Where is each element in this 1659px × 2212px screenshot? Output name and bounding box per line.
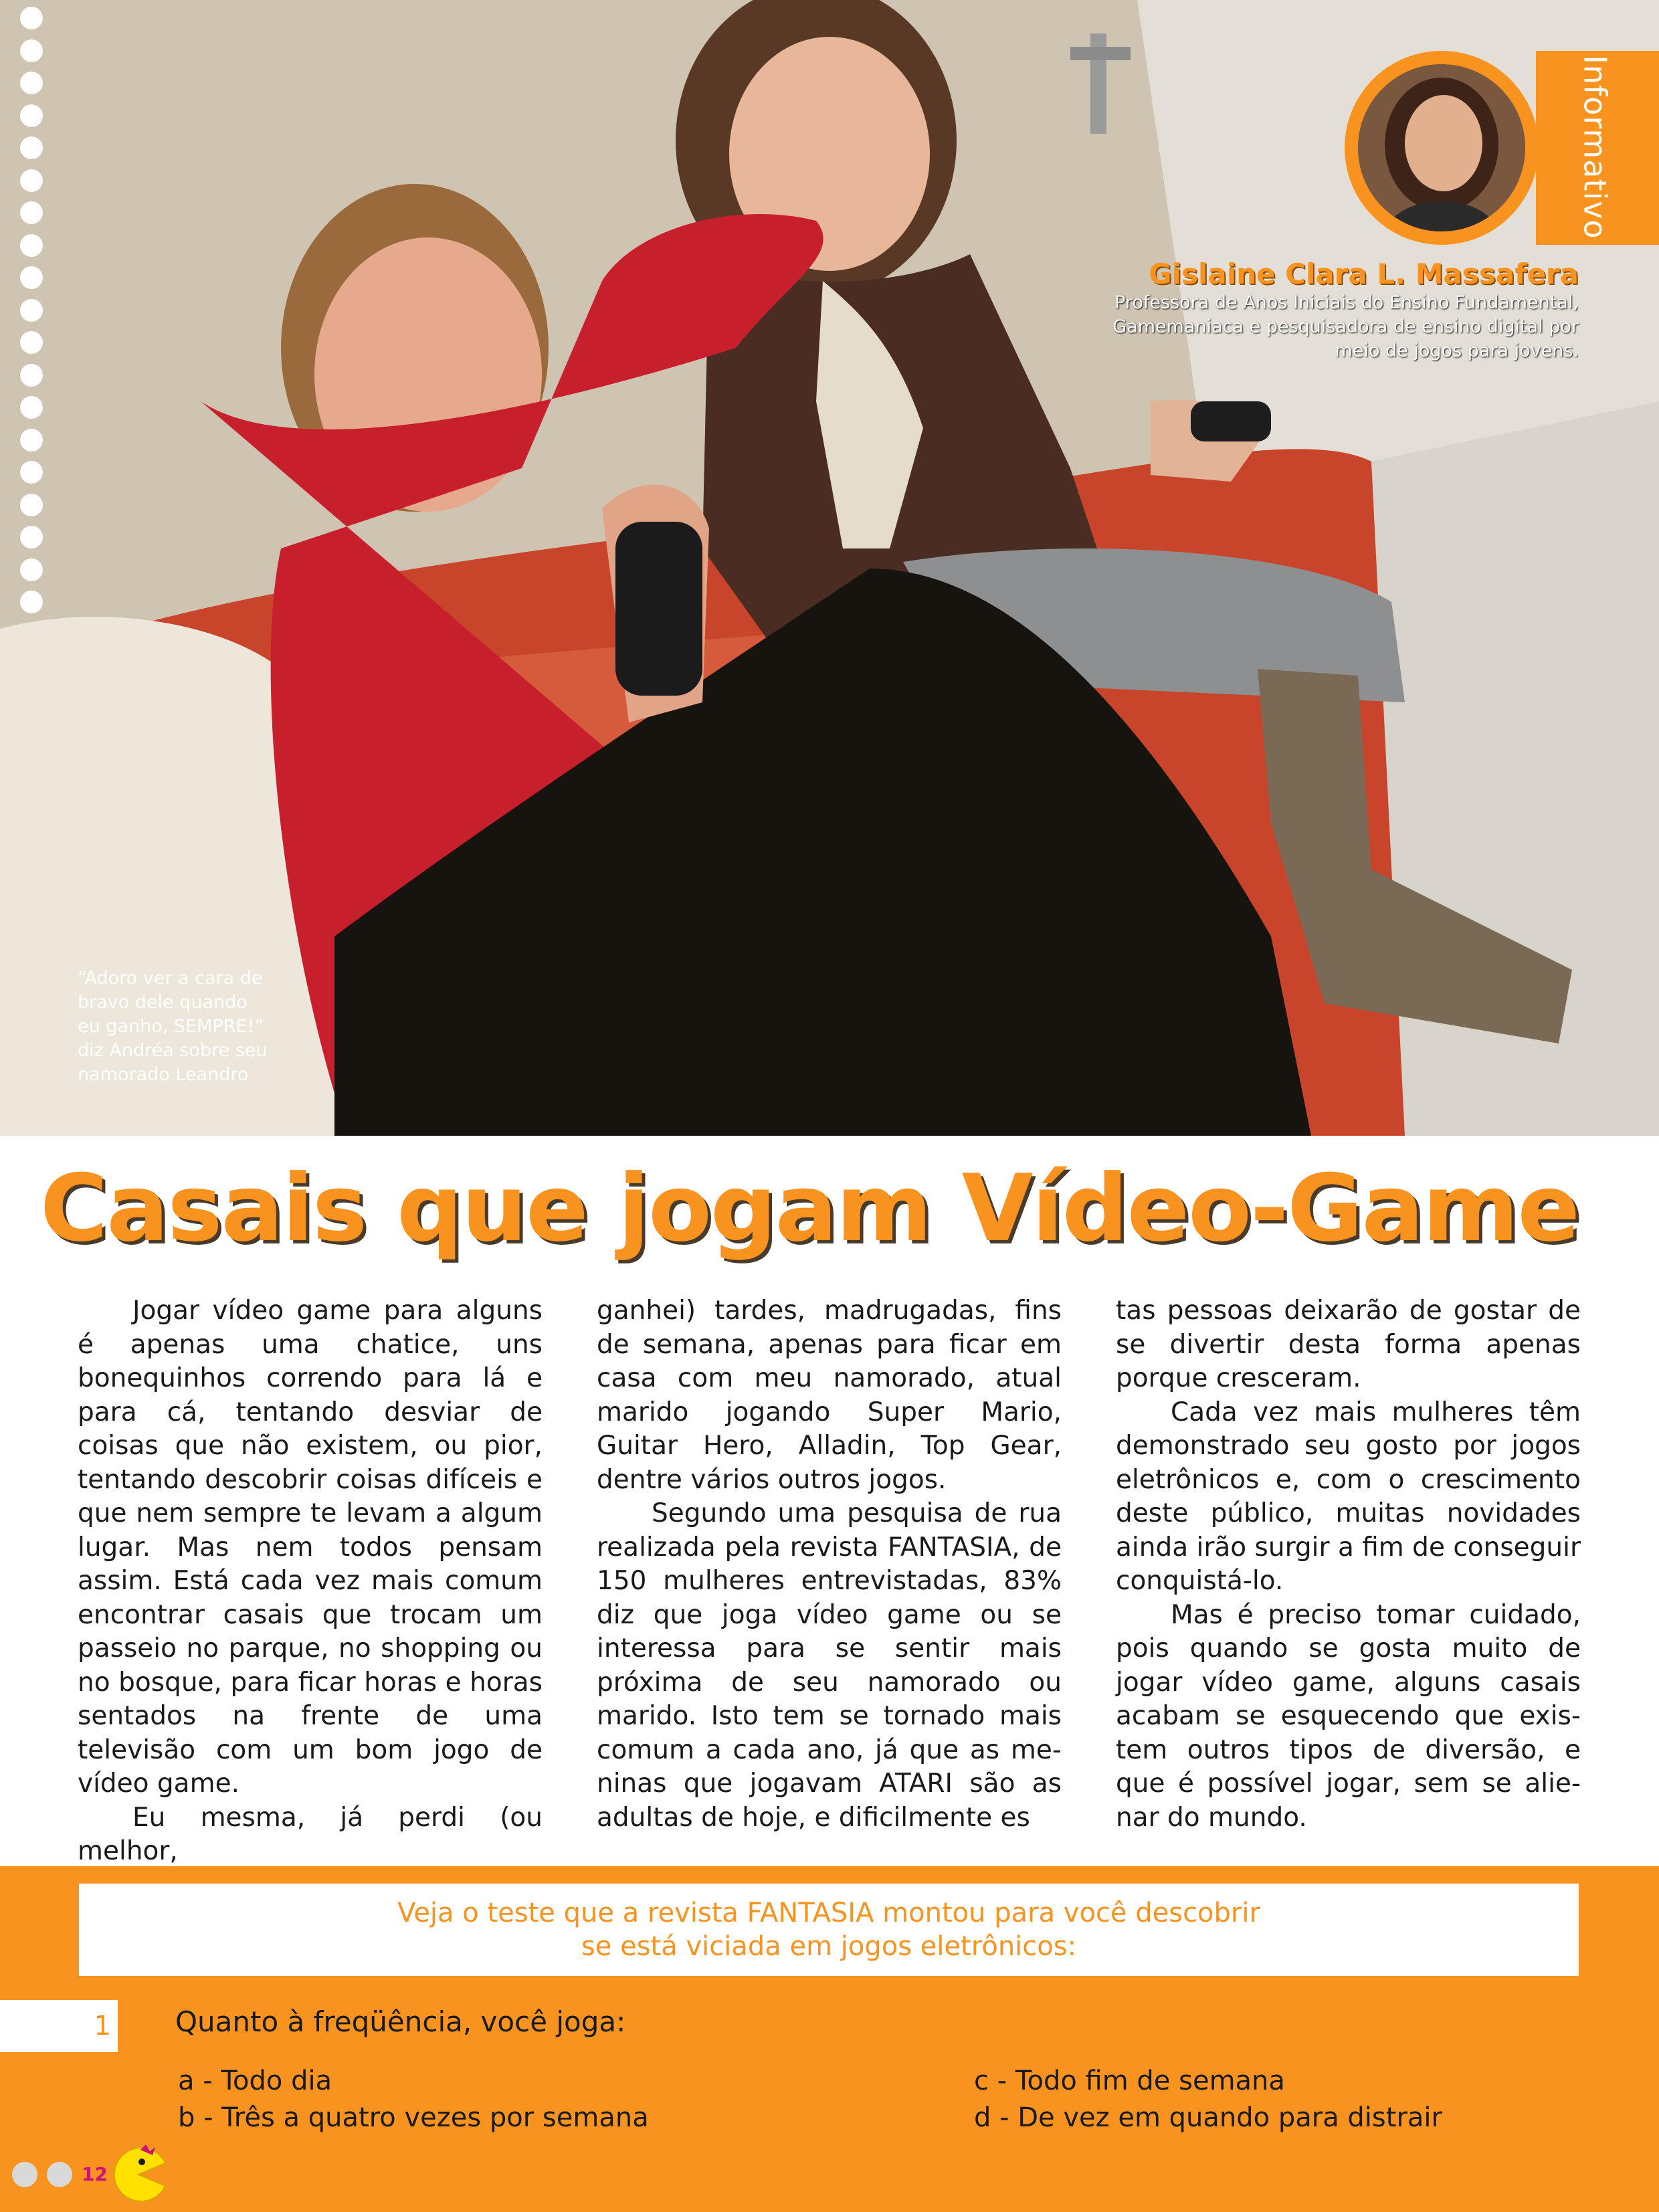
- article-column-3: [1116, 1294, 1581, 1835]
- paragraph: Eu mesma, já perdi (ou melhor,: [78, 1802, 543, 1866]
- author-name: Gislaine Clara L. Massafera: [1149, 258, 1579, 290]
- option-b: b - Três a quatro vezes por semana: [178, 2102, 649, 2133]
- author-portrait: [1358, 64, 1525, 231]
- paragraph: tas pessoas deixarão de gostar de se divertir desta forma apenas porque cresceram.: [1116, 1296, 1581, 1393]
- paragraph: Cada vez mais mulheres têm demonstrado seu gosto por jogos eletrônicos e, com o crescimento deste público, muitas novidades ainda irão surgir a fim de conseguir conquistá-lo.: [1116, 1397, 1581, 1596]
- option-a: a - Todo dia: [178, 2066, 332, 2096]
- quiz-intro: Veja o teste que a revista FANTASIA montou para você descobrir se está viciada em jogos eletrônicos:: [79, 1884, 1579, 1976]
- article-title: Casais que jogam Vídeo-Game: [39, 1154, 1579, 1262]
- photo-caption: “Adoro ver a cara de bravo dele quando eu ganho, SEMPRE!” diz Andréa sobre seu namorado Leandro: [78, 968, 268, 1085]
- page-dot-icon: [12, 2162, 37, 2187]
- option-d: d - De vez em quando para distrair: [974, 2102, 1442, 2133]
- article-column-1: [78, 1294, 543, 1869]
- author-bio: Professora de Anos Iniciais do Ensino Fundamental, Gamemaniaca e pesquisadora de ensino digital por meio de jogos para jovens.: [1112, 292, 1579, 361]
- paragraph: Jogar vídeo game para alguns é apenas uma chatice, uns bonequinhos correndo para lá e para cá, tentando desviar de coisas que não existem, ou pior, tentando descobrir coisas difíceis e que nem sempre te levam a algum lugar. Mas nem todos pensam assim. Está cada vez mais comum encontrar casais que trocam um passeio no parque, no shopping ou no bosque, para ficar horas e horas sentados na frente de uma televisão com um bom jogo de vídeo game.: [78, 1296, 543, 1799]
- page-number: 12: [82, 2163, 108, 2185]
- question-text: Quanto à freqüência, você joga:: [175, 2005, 626, 2038]
- paragraph: Mas é preciso tomar cuidado, pois quando se gosta muito de jogar vídeo game, alguns casais acabam se esquecendo que existem outros tipos de diversão, e que é possível jogar, sem se alienar do mundo.: [1116, 1599, 1581, 1833]
- article-column-2: [597, 1294, 1062, 1835]
- page-dot-icon: [47, 2162, 72, 2187]
- section-tab-label: Informativo: [1577, 55, 1614, 239]
- question-number: 1: [94, 2011, 111, 2041]
- paragraph: ganhei) tardes, madrugadas, fins de semana, apenas para ficar em casa com meu namorado, atual marido jogando Super Mario, Guitar Hero, Alladin, Top Gear, dentre vários outros jogos.: [597, 1296, 1062, 1495]
- paragraph: Segundo uma pesquisa de rua realizada pela revista FANTASIA, de 150 mulheres entrevistadas, 83% diz que joga vídeo game ou se interessa para se sentir mais próxima de seu namorado ou marido. Isto tem se tornado mais comum a cada ano, já que as meninas que jogavam ATARI são as adultas de hoje, e dificilmente es: [597, 1498, 1062, 1833]
- spiral-binding: [20, 7, 60, 649]
- option-c: c - Todo fim de semana: [974, 2066, 1285, 2096]
- pacman-icon: [108, 2144, 169, 2205]
